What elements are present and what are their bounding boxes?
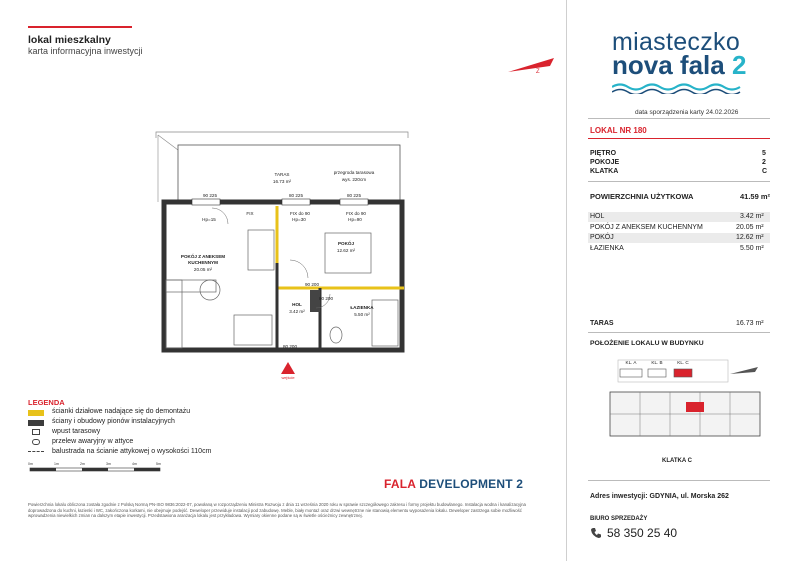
room-label-bedroom: POKÓJ [590,234,614,241]
room-value-bedroom: 12.62 m² [736,234,764,241]
page-subtitle: karta informacyjna inwestycji [28,46,143,56]
scale-label-2: 2m [80,462,85,466]
developer-brand [384,477,523,491]
plan-terrace-area: 16.73 m² [272,179,292,184]
sales-phone[interactable]: 58 350 25 40 [607,526,678,540]
panel-divider [566,0,567,561]
legend-title: LEGENDA [28,398,65,407]
terrace-label: TARAS [590,320,614,327]
scale-label-5: 5m [156,462,161,466]
report-date: data sporządzenia karty 24.02.2026 [635,109,739,116]
north-arrow-icon [506,52,558,76]
address-value: GDYNIA, ul. Morska 262 [649,493,729,500]
usable-area-value: 41.59 m² [740,192,771,201]
drain-icon [32,429,40,435]
lokal-title: LOKAL NR 180 [590,126,647,135]
location-caption: KLATKA C [662,458,692,464]
detail-label-floor: PIĘTRO [590,150,617,157]
page-title: lokal mieszkalny [28,34,111,46]
plan-dim-3: 80 225 [346,193,362,198]
brand-suffix: DEVELOPMENT 2 [419,477,524,491]
plan-room-area: 12.62 m² [336,248,356,253]
plan-fix-2: FIX do 90 [290,211,310,216]
plan-fix-3: FIX do 90 [346,211,366,216]
plan-hp-2: Hp=30 [292,217,306,222]
scale-bar [28,462,168,474]
plan-partition-note-1: przegroda tarasowa [333,170,375,175]
plan-hp-3: Hp=90 [348,217,362,222]
plan-bath-name: ŁAZIENKA [350,305,374,310]
logo-line-2 [612,50,746,81]
plan-dim-4: 90 200 [304,282,320,287]
plan-dim-6: 80 200 [282,344,298,349]
plan-living-name-2: KUCHENNYM [188,260,218,265]
divider [588,181,770,182]
room-value-hol: 3.42 m² [740,213,764,220]
legend-item-1: ścianki działowe nadające się do demontażu [52,408,191,415]
detail-label-rooms: POKOJE [590,159,620,166]
plan-hol-name: HOL [292,302,302,307]
logo-wave-icon [612,82,742,94]
overflow-icon [32,439,40,445]
divider [588,480,770,481]
klatka-b-label: KL. B [651,360,663,365]
brand-name: FALA [384,477,416,491]
terrace-value: 16.73 m² [736,320,764,327]
room-value-living: 20.05 m² [736,224,764,231]
room-value-bathroom: 5.50 m² [740,245,764,252]
address-label: Adres inwestycji: [590,493,648,500]
klatka-c-label: KL. C [677,360,689,365]
railing-icon [28,451,44,452]
location-title: POŁOŻENIE LOKALU W BUDYNKU [590,340,704,347]
scale-label-1: 1m [54,462,59,466]
entrance-label: wejście [281,375,295,380]
plan-fix-1: FIX [246,211,254,216]
plan-dim-2: 80 225 [288,193,304,198]
room-label-hol: HOL [590,213,605,220]
svg-text:Z: Z [536,69,540,75]
entrance-arrow-icon [281,362,295,374]
legend-item-2: ściany i obudowy pionów instalacyjnych [52,418,175,425]
sales-office-label: BIURO SPRZEDAŻY [590,516,648,522]
detail-value-staircase: C [762,168,768,175]
plan-terrace-name: TARAS [274,172,290,177]
divider [588,332,770,333]
building-location-map [600,354,765,452]
plan-bath-area: 5.50 m² [354,312,370,317]
footnote: Powierzchnia lokalu obliczona została zgodnie z Polską Normą PN-ISO 9836:2022-07, powołaną w rozporządzeniu Ministra Rozwoju z dnia 11 września 2020 roku w sprawie szczegółowego zakresu i formy projektu budowlanego. Instalacja wodna i kanalizacyjna doprowadzona do kuchni, łazienki i WC, zakończona korkami, nie obejmuje podejść. Deweloper przewiduje instalacji pod zabudowę. Meble, biały montaż oraz drzwi wewnętrzne nie stanowią elementu wyposażenia lokalu. Deweloper zastrzega sobie możliwość wprowadzenia niewielkich zmian na dalszym etapie inwestycji. Przedstawiona aranżacja lokalu jest przykładowa. Wymiary okienne podane są w świetle ościeżnicy zewnętrznej. [28,502,526,519]
plan-dim-5: 80 200 [318,296,334,301]
divider-accent [588,138,770,139]
scale-label-3: 3m [106,462,111,466]
legend-item-3: wpust tarasowy [52,428,101,435]
scale-label-0: 0m [28,462,33,466]
logo-number: 2 [731,50,747,80]
klatka-a-label: KL. A [625,360,637,365]
detail-label-staircase: KLATKA [590,168,619,175]
room-label-living: POKÓJ Z ANEKSEM KUCHENNYM [590,224,703,231]
logo-name: nova fala [612,50,725,80]
plan-room-name: POKÓJ [337,241,355,246]
logo-line-1: miasteczko [612,28,741,56]
legend-item-5: balustrada na ścianie attykowej o wysokości 110cm [52,448,212,455]
usable-area-label: POWIERZCHNIA UŻYTKOWA [590,192,694,201]
legend-item-4: przelew awaryjny w attyce [52,438,134,445]
plan-partition-note-2: wys. 220cm [341,177,367,182]
plan-hol-area: 3.42 m² [289,309,305,314]
scale-label-4: 4m [132,462,137,466]
header-accent-bar [28,26,132,28]
phone-icon [590,527,602,539]
plan-living-area: 20.05 m² [193,267,213,272]
legend-wall-swatch [28,420,44,426]
legend-removable-wall-swatch [28,410,44,416]
room-label-bathroom: ŁAZIENKA [590,245,624,252]
divider [588,118,770,119]
plan-living-name-1: POKÓJ Z ANEKSEM [180,254,226,259]
plan-dim-1: 90 225 [202,193,218,198]
address [590,493,729,500]
detail-value-rooms: 2 [762,159,766,166]
detail-value-floor: 5 [762,150,766,157]
plan-hp-1: Hp=15 [202,217,216,222]
